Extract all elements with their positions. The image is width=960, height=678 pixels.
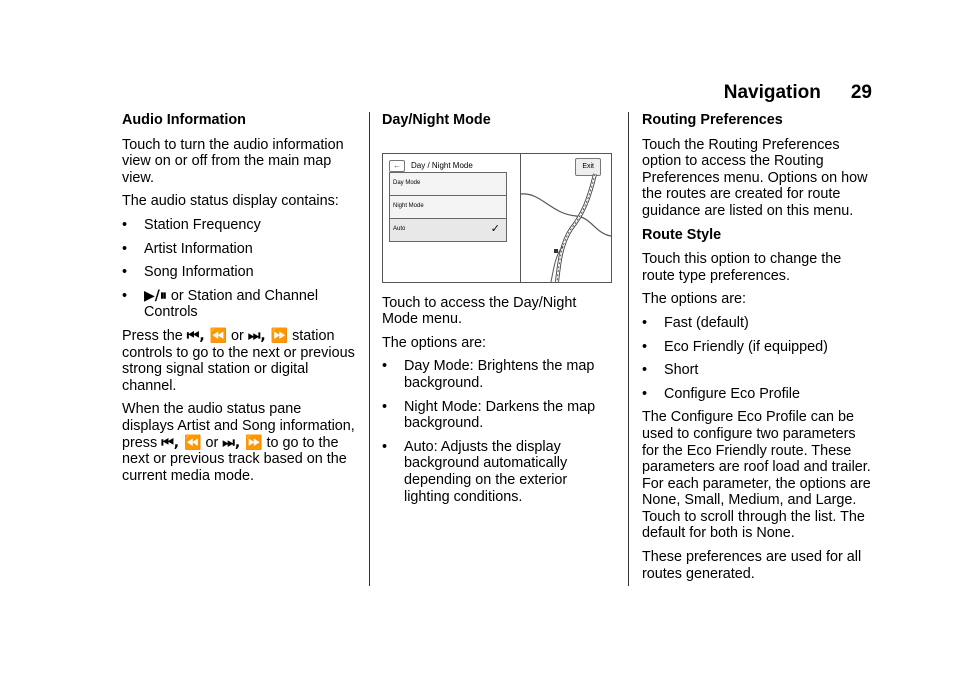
list-item: • Night Mode: Darkens the map background. [382, 398, 596, 432]
column-routing-preferences [642, 112, 876, 589]
seek-forward-icon: ⏭, ⏩ [222, 434, 263, 451]
seek-back-icon: ⏮, ⏪ [186, 327, 228, 344]
heading-day-night-mode: Day/Night Mode [382, 112, 491, 128]
checkmark-icon: ✓ [490, 223, 500, 236]
screen-title: ← Day / Night Mode [389, 158, 473, 175]
paragraph: Press the ⏮, ⏪ or ⏭, ⏩ station controls to go to the next or previous strong signal station or digital channel. [122, 327, 355, 394]
list-item: • ▶/⏸ or Station and Channel Controls [122, 287, 319, 321]
list-item: • Song Information [122, 264, 254, 281]
paragraph: Touch to access the Day/Night Mode menu. [382, 294, 577, 328]
seek-back-icon: ⏮, ⏪ [161, 434, 202, 451]
paragraph: The audio status display contains: [122, 193, 339, 210]
menu-item-auto[interactable]: Auto ✓ [390, 219, 506, 241]
column-day-night-mode [382, 112, 614, 512]
column-divider [628, 112, 629, 586]
paragraph: When the audio status pane displays Artist and Song information, press ⏮, ⏪ or ⏭, ⏩ to go to the next or previous track based on the current media mode. [122, 401, 355, 484]
section-title: Navigation [723, 82, 821, 103]
map-roads-graphic [521, 154, 611, 282]
paragraph: Touch the Routing Preferences option to access the Routing Preferences menu. Options on how the routes are created for route guidance are listed on this menu. [642, 136, 868, 219]
column-audio-information [122, 112, 356, 491]
paragraph: The options are: [642, 291, 746, 308]
list-item: • Short [642, 362, 699, 379]
day-night-mode-screenshot [382, 153, 612, 283]
page-number: 29 [850, 82, 872, 103]
list-item: • Eco Friendly (if equipped) [642, 338, 828, 355]
list-item: • Fast (default) [642, 314, 749, 331]
page-header [724, 82, 872, 104]
menu-item-night-mode[interactable]: Night Mode [390, 196, 506, 219]
list-item: • Station Frequency [122, 216, 261, 233]
seek-forward-icon: ⏭, ⏩ [247, 327, 289, 344]
heading-route-style: Route Style [642, 226, 722, 243]
list-item: • Auto: Adjusts the display background automatically depending on the exterior lighting conditions. [382, 438, 568, 505]
menu-item-day-mode[interactable]: Day Mode [390, 173, 506, 196]
paragraph: The options are: [382, 334, 486, 351]
paragraph: Touch this option to change the route type preferences. [642, 251, 842, 284]
paragraph: Touch to turn the audio information view on or off from the main map view. [122, 136, 344, 186]
paragraph: The Configure Eco Profile can be used to configure two parameters for the Eco Friendly route. These parameters are roof load and trailer. For each parameter, the options are None, Small, Medium, and Large. Touch to scroll through the list. The default for both is None. [642, 409, 871, 542]
list-item: • Day Mode: Brightens the map background. [382, 358, 595, 391]
mode-menu [389, 172, 507, 242]
heading-routing-preferences: Routing Preferences [642, 112, 783, 128]
back-arrow-icon[interactable]: ← [389, 160, 405, 172]
list-item: • Artist Information [122, 240, 253, 257]
paragraph: These preferences are used for all routes generated. [642, 549, 862, 582]
heading-audio-information: Audio Information [122, 112, 246, 128]
play-pause-icon: ▶/⏸ [144, 287, 167, 304]
list-item: • Configure Eco Profile [642, 385, 800, 402]
column-divider [369, 112, 370, 586]
exit-button[interactable]: Exit [575, 158, 601, 177]
